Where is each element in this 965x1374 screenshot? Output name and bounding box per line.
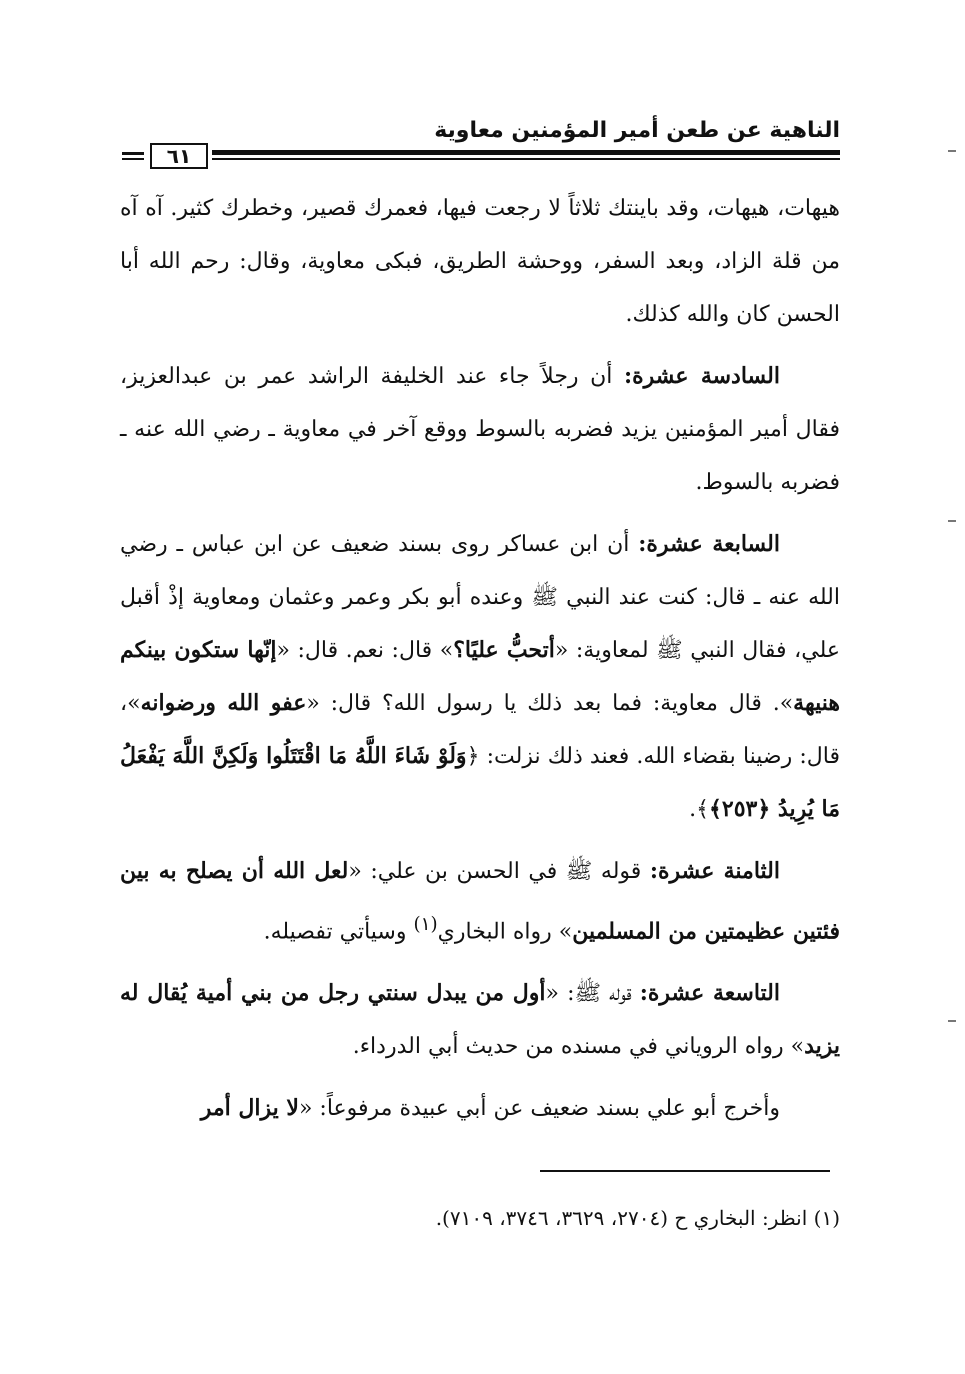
header-rule-thick <box>212 150 840 155</box>
paragraph-2 <box>120 350 840 509</box>
scan-margin-mark <box>948 150 956 152</box>
paragraph-text: » قال: نعم. قال: « <box>276 638 454 663</box>
paragraph-text: »، قال: رضينا بقضاء الله. فعند ذلك نزلت: ﴿ <box>120 691 840 769</box>
scan-margin-mark <box>948 520 956 522</box>
paragraph-text: قوله ﷺ في الحسن بن علي: « <box>348 859 650 884</box>
paragraph-4 <box>120 845 840 958</box>
quran-verse: وَلَوْ شَاءَ اللَّهُ مَا اقْتَتَلُوا وَلَكِنَّ اللَّهَ يَفْعَلُ مَا يُرِيدُ ﴿٢٥٣﴾ <box>120 743 840 822</box>
paragraph-text: قوله ﷺ: « <box>545 981 640 1007</box>
paragraph-text: أن رجلاً جاء عند الخليفة الراشد عمر بن عبدالعزيز، فقال أمير المؤمنين يزيد فضربه بالسوط ووقع آخر في معاوية ـ رضي الله عنه ـ فضربه بالسوط. <box>120 364 840 495</box>
hadith-quote: أول من يبدل سنتي رجل من بني أمية يُقال له يزيد <box>120 980 840 1060</box>
footnote-separator <box>540 1170 830 1172</box>
hadith-quote: أتحبُّ عليًا؟ <box>453 637 555 663</box>
running-header-title: الناهية عن طعن أمير المؤمنين معاوية <box>434 118 840 143</box>
hadith-quote: عفو الله ورضوانه <box>140 690 307 716</box>
paragraph-text: هيهات، هيهات، وقد باينتك ثلاثاً لا رجعت فيها، فعمرك قصير، وخطرك كثير. آه آه من قلة الزاد، وبعد السفر، ووحشة الطريق، فبكى معاوية، وقال: رحم الله أبا الحسن كان والله كذلك. <box>120 196 840 327</box>
paragraph-1 <box>120 182 840 341</box>
paragraph-3 <box>120 518 840 836</box>
paragraph-lead: السابعة عشرة: <box>638 531 780 557</box>
hadith-quote: لعل الله أن يصلح به بين فئتين عظيمتين من المسلمين <box>120 858 840 945</box>
paragraph-lead: السادسة عشرة: <box>624 363 780 389</box>
paragraph-text: » رواه الروياني في مسنده من حديث أبي الدرداء. <box>352 1034 805 1060</box>
hadith-quote: لا يزال أمر <box>200 1095 299 1122</box>
paragraph-lead: الثامنة عشرة: <box>649 858 780 884</box>
page-number: ٦١ <box>150 143 208 169</box>
paragraph-5 <box>120 967 840 1073</box>
header-rule-left-thin <box>122 158 144 160</box>
paragraph-lead: التاسعة عشرة: <box>639 980 780 1007</box>
paragraph-6 <box>120 1082 840 1135</box>
paragraph-text: أن ابن عساكر روى بسند ضعيف عن ابن عباس ـ رضي الله عنه ـ قال: كنت عند النبي ﷺ وعنده أبو بكر وعمر وعثمان ومعاوية إذْ أقبل علي، فقال النبي ﷺ لمعاوية: « <box>120 532 840 663</box>
header-rule-thin <box>212 158 840 160</box>
paragraph-text: ». قال معاوية: فما بعد ذلك يا رسول الله؟ قال: « <box>306 691 794 716</box>
paragraph-text: ﴾. <box>689 797 710 822</box>
paragraph-text: وسيأتي تفصيله. <box>263 919 414 945</box>
scan-margin-mark <box>948 1020 956 1022</box>
body-text <box>120 182 840 1144</box>
hadith-quote: إنّها ستكون بينكم هنيهة <box>120 637 840 716</box>
footnote: (١) انظر: البخاري ح (٢٧٠٤، ٣٦٢٩، ٣٧٤٦، ٧١٠٩). <box>435 1206 840 1230</box>
footnote-reference: (١) <box>413 914 438 935</box>
paragraph-text: وأخرج أبو علي بسند ضعيف عن أبي عبيدة مرفوعاً: « <box>298 1096 780 1122</box>
paragraph-text: » رواه البخاري <box>437 919 573 945</box>
header-rule-left-thick <box>122 152 144 155</box>
